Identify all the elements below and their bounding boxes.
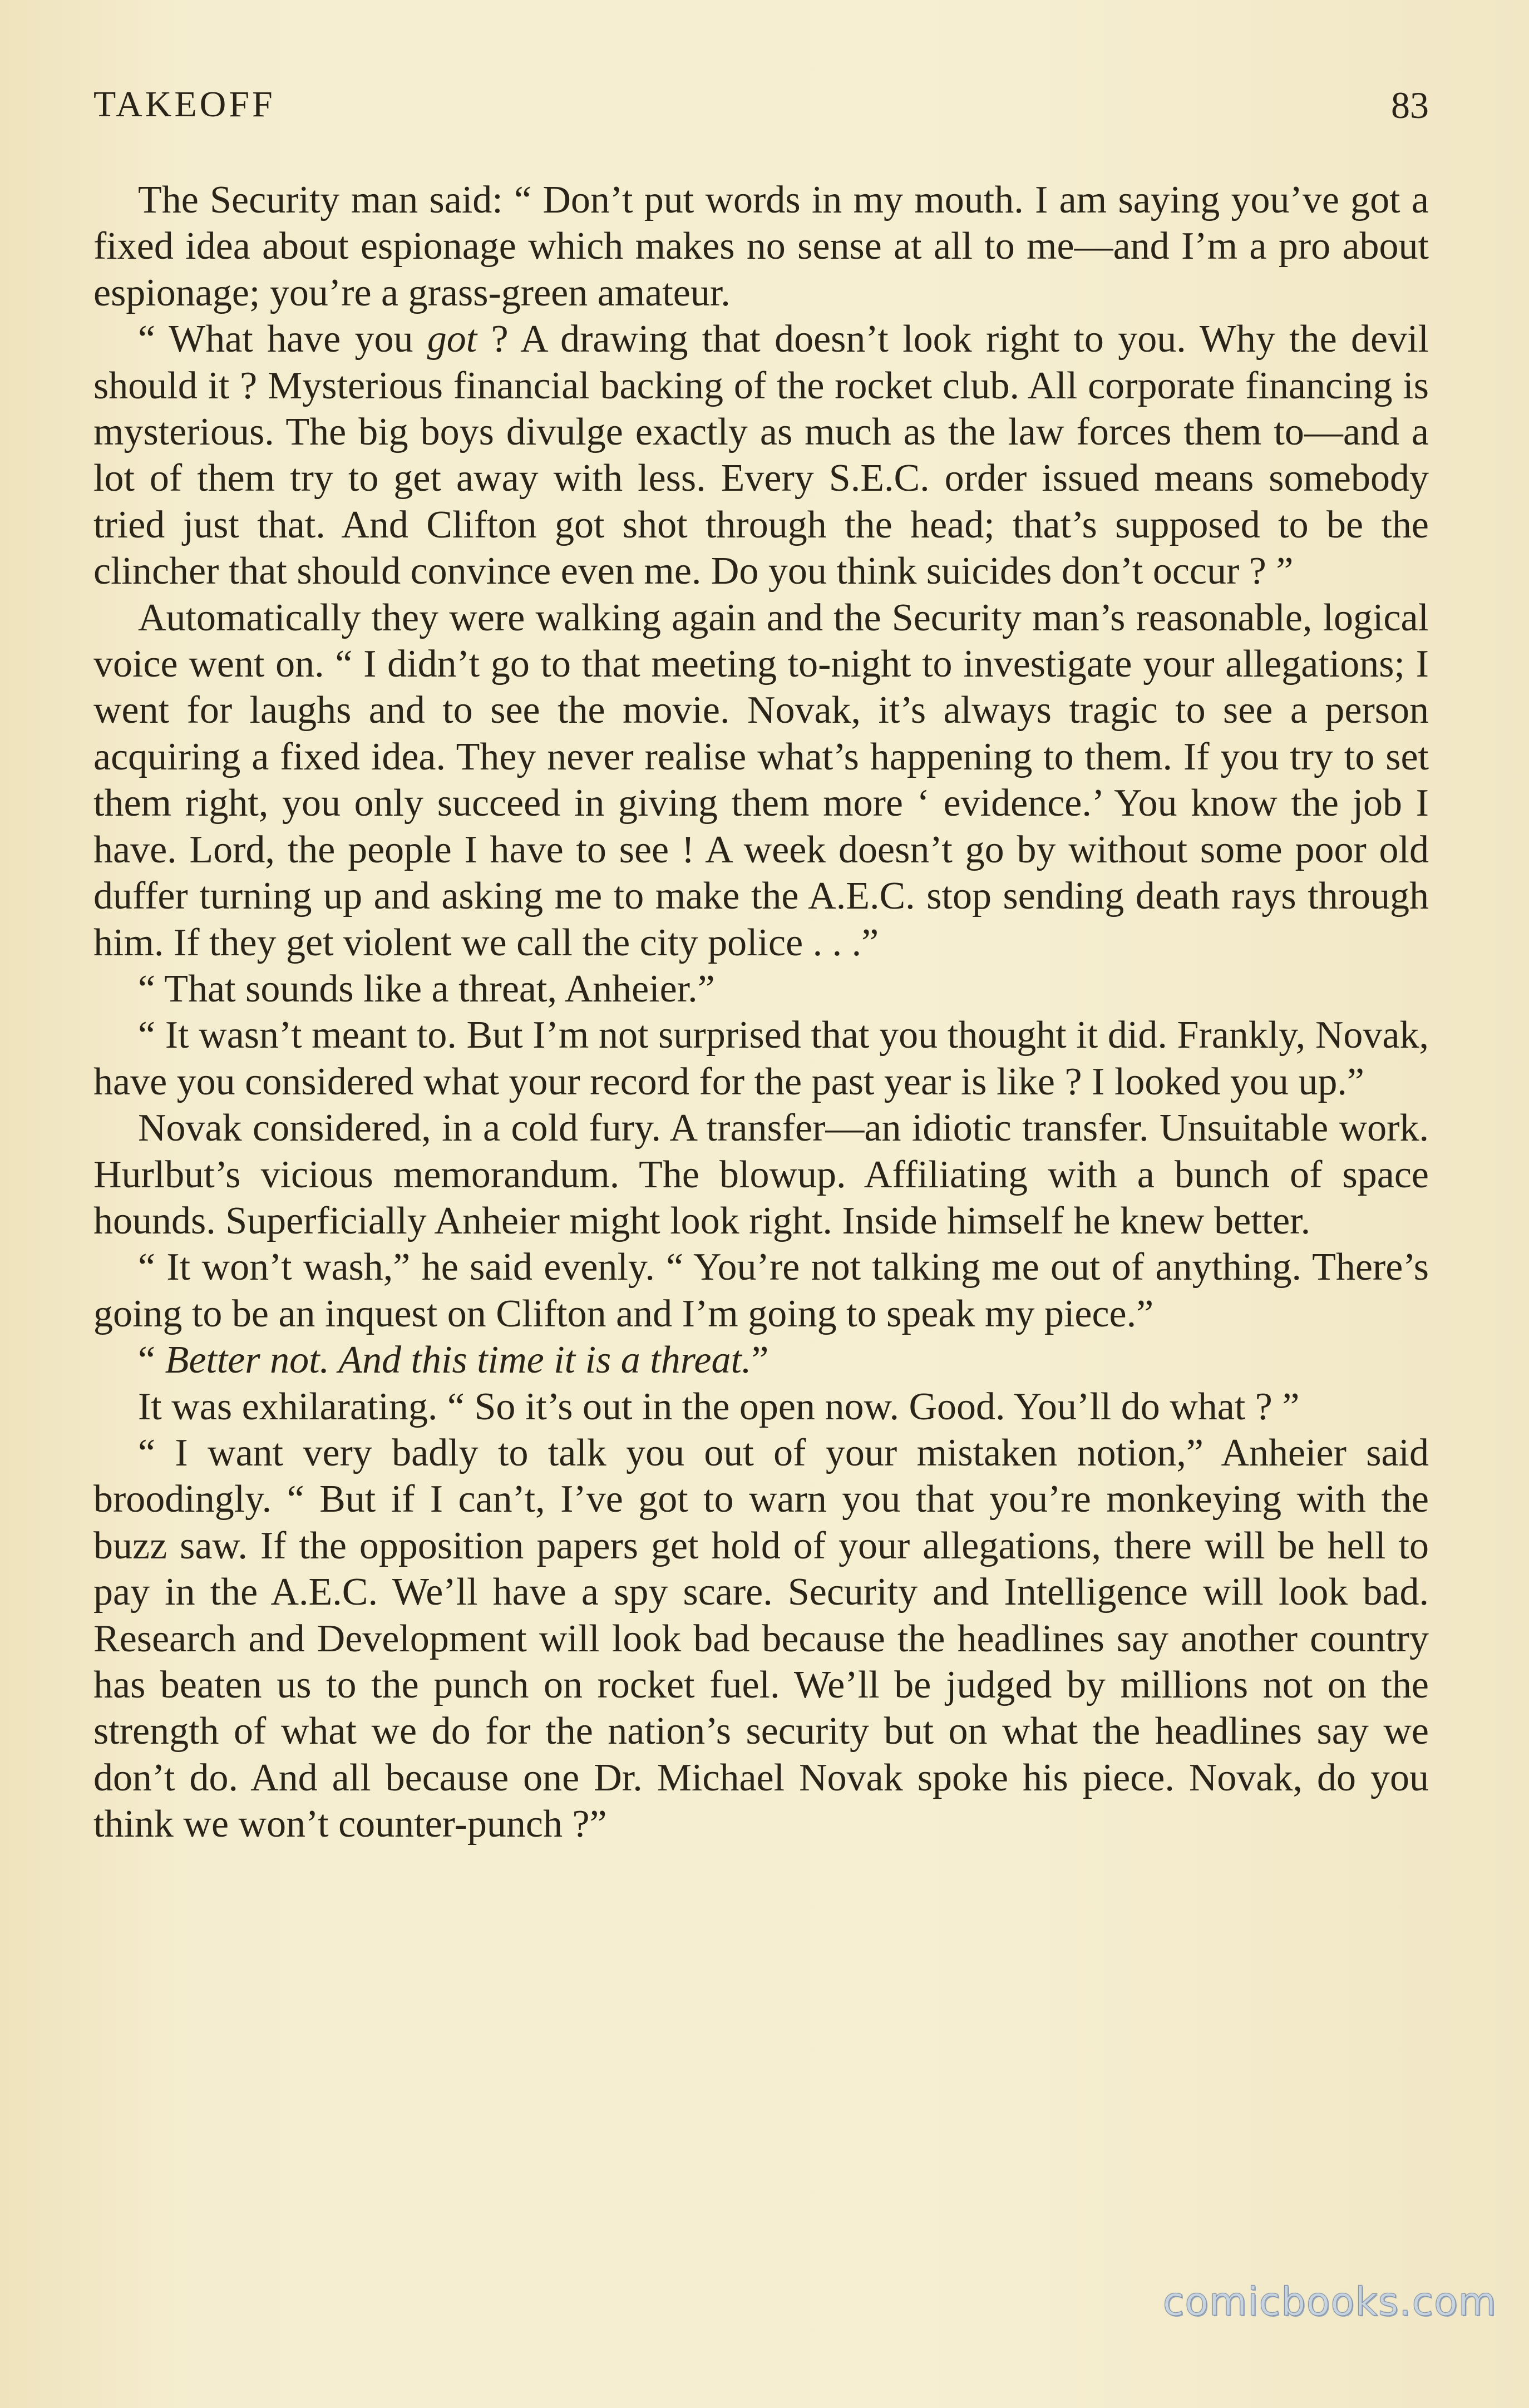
paragraph: The Security man said: “ Don’t put words in my mouth. I am saying you’ve got a fixed idea about espionage which makes no sense at all to me—and I’m a pro about espionage; you’re a grass-green amateur. (93, 179, 1429, 314)
paragraph-text: ” (751, 1339, 769, 1382)
watermark: comicbooks.com (1162, 2279, 1497, 2325)
paragraph: “ It won’t wash,” he said evenly. “ You’re not talking me out of anything. There’s going to be an inquest on Clifton and I’m going to speak my piece.” (93, 1246, 1429, 1335)
paragraph: “ I want very badly to talk you out of your mistaken notion,” Anheier said broodingly. “ But if I can’t, I’ve got to warn you that you’re monkeying with the buzz saw. If the opposition papers get hold of your allegations, there will be hell to pay in the A.E.C. We’ll have a spy scare. Security and Intelligence will look bad. Research and Development will look bad because the headlines say another country has beaten us to the punch on rocket fuel. We’ll be judged by millions not on the strength of what we do for the nation’s security but on what the headlines say we don’t do. And all because one Dr. Michael Novak spoke his piece. Novak, do you think we won’t counter-punch ?” (93, 1431, 1429, 1846)
paragraph-text: ? A drawing that doesn’t look right to you. Why the devil should it ? Mysterious financial backing of the rocket club. All corporate financing is mysterious. The big boys divulge exactly as much as the law forces them to—and a lot of them try to get away with less. Every S.E.C. order issued means somebody tried just that. And Clifton got shot through the head; that’s supposed to be the clincher that should convince even me. Do you think suicides don’t occur ? ” (93, 318, 1429, 593)
page-header (93, 83, 1429, 139)
paragraph-text: “ (138, 1339, 165, 1382)
paragraph (93, 316, 1429, 594)
paragraph: “ That sounds like a threat, Anheier.” (138, 967, 715, 1010)
body-text (93, 177, 1429, 1848)
paragraph: Novak considered, in a cold fury. A transfer—an idiotic transfer. Unsuitable work. Hurlbut’s vicious memorandum. The blowup. Affiliating with a bunch of space hounds. Superficially Anheier might look right. Inside himself he knew better. (93, 1107, 1429, 1242)
emphasis: Better not. And this time it is a threat. (165, 1339, 752, 1382)
paragraph: “ It wasn’t meant to. But I’m not surprised that you thought it did. Frankly, Novak, have you considered what your record for the past year is like ? I looked you up.” (93, 1014, 1429, 1103)
paragraph: It was exhilarating. “ So it’s out in the open now. Good. You’ll do what ? ” (138, 1385, 1300, 1428)
page-number: 83 (1391, 84, 1429, 126)
paragraph: Automatically they were walking again and the Security man’s reasonable, logical voice went on. “ I didn’t go to that meeting to-night to investigate your allegations; I went for laughs and to see the movie. Novak, it’s always tragic to see a person acquiring a fixed idea. They never realise what’s happening to them. If you try to set them right, you only succeed in giving them more ‘ evidence.’ You know the job I have. Lord, the people I have to see ! A week doesn’t go by without some poor old duffer turning up and asking me to make the A.E.C. stop sending death rays through him. If they get violent we call the city police . . .” (93, 596, 1429, 964)
paragraph-text: “ What have you (138, 318, 427, 361)
paragraph (93, 1337, 1429, 1383)
emphasis: got (427, 318, 477, 361)
running-head: TAKEOFF (93, 84, 275, 125)
